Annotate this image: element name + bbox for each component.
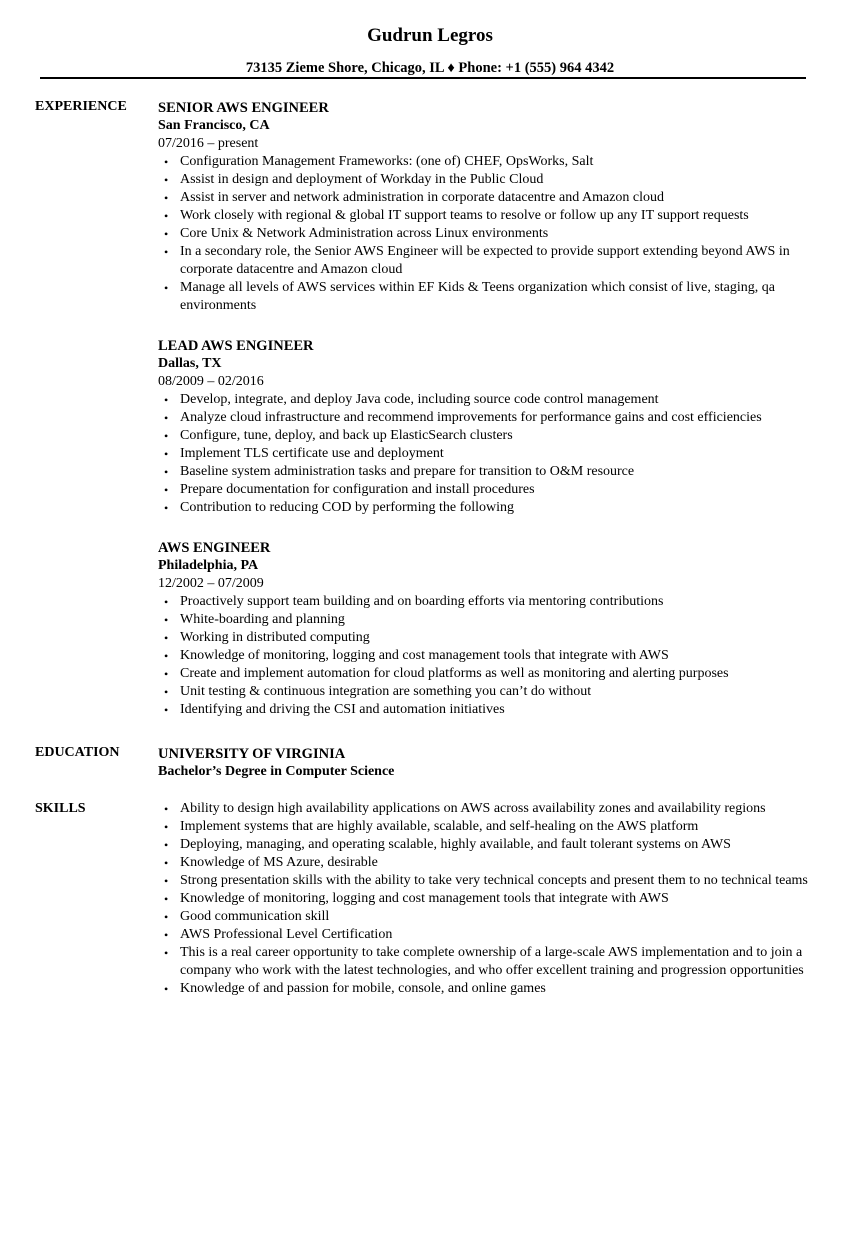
section-label-skills: SKILLS [35,801,86,816]
list-item: • Assist in design and deployment of Workday in the Public Cloud [180,171,818,189]
list-item: • Implement TLS certificate use and deployment [180,445,818,463]
list-item: • This is a real career opportunity to take complete ownership of a large-scale AWS implementation and to join a company who work with the latest technologies, and who offer excellent training and progression opportunities [180,944,818,980]
job-location: San Francisco, CA [158,118,270,133]
list-item: • Knowledge of monitoring, logging and cost management tools that integrate with AWS [180,890,818,908]
school-name: UNIVERSITY OF VIRGINIA [158,746,346,762]
section-label-experience: EXPERIENCE [35,99,127,114]
list-item: • Identifying and driving the CSI and automation initiatives [180,701,818,719]
job-bullets [158,153,818,315]
list-item: • Good communication skill [180,908,818,926]
list-item: • Configure, tune, deploy, and back up ElasticSearch clusters [180,427,818,445]
job-title: AWS ENGINEER [158,540,271,556]
job-location: Dallas, TX [158,356,222,371]
section-label-education: EDUCATION [35,745,120,760]
skills-list [158,800,818,998]
job-title: LEAD AWS ENGINEER [158,338,314,354]
list-item: • White-boarding and planning [180,611,818,629]
list-item: • In a secondary role, the Senior AWS Engineer will be expected to provide support extending beyond AWS in corporate datacentre and Amazon cloud [180,243,818,279]
skills-bullets [158,800,818,998]
list-item: • Working in distributed computing [180,629,818,647]
list-item: • Baseline system administration tasks and prepare for transition to O&M resource [180,463,818,481]
job-aws-engineer [158,539,818,719]
education-entry [158,745,818,781]
list-item: • Knowledge of and passion for mobile, console, and online games [180,980,818,998]
list-item: • Deploying, managing, and operating scalable, highly available, and fault tolerant systems on AWS [180,836,818,854]
list-item: • Core Unix & Network Administration across Linux environments [180,225,818,243]
header-divider [40,77,806,79]
job-dates: 12/2002 – 07/2009 [158,576,264,591]
list-item: • Unit testing & continuous integration are something you can’t do without [180,683,818,701]
list-item: • Prepare documentation for configuration and install procedures [180,481,818,499]
degree-name: Bachelor’s Degree in Computer Science [158,764,395,779]
list-item: • Proactively support team building and on boarding efforts via mentoring contributions [180,593,818,611]
list-item: • Contribution to reducing COD by performing the following [180,499,818,517]
job-dates: 07/2016 – present [158,136,259,151]
list-item: • Knowledge of monitoring, logging and cost management tools that integrate with AWS [180,647,818,665]
list-item: • Work closely with regional & global IT support teams to resolve or follow up any IT support requests [180,207,818,225]
list-item: • AWS Professional Level Certification [180,926,818,944]
list-item: • Strong presentation skills with the ability to take very technical concepts and present them to no technical teams [180,872,818,890]
job-bullets [158,593,818,719]
list-item: • Develop, integrate, and deploy Java code, including source code control management [180,391,818,409]
candidate-name: Gudrun Legros [367,25,493,46]
job-senior-aws-engineer [158,99,818,315]
list-item: • Ability to design high availability applications on AWS across availability zones and availability regions [180,800,818,818]
job-location: Philadelphia, PA [158,558,259,573]
job-dates: 08/2009 – 02/2016 [158,374,264,389]
list-item: • Manage all levels of AWS services within EF Kids & Teens organization which consist of live, staging, qa environments [180,279,818,315]
list-item: • Knowledge of MS Azure, desirable [180,854,818,872]
list-item: • Implement systems that are highly available, scalable, and self-healing on the AWS platform [180,818,818,836]
list-item: • Configuration Management Frameworks: (one of) CHEF, OpsWorks, Salt [180,153,818,171]
list-item: • Analyze cloud infrastructure and recommend improvements for performance gains and cost efficiencies [180,409,818,427]
job-lead-aws-engineer [158,337,818,517]
contact-line: 73135 Zieme Shore, Chicago, IL ♦ Phone: +1 (555) 964 4342 [245,60,615,76]
job-bullets [158,391,818,517]
list-item: • Create and implement automation for cloud platforms as well as monitoring and alerting purposes [180,665,818,683]
list-item: • Assist in server and network administration in corporate datacentre and Amazon cloud [180,189,818,207]
job-title: SENIOR AWS ENGINEER [158,100,329,116]
